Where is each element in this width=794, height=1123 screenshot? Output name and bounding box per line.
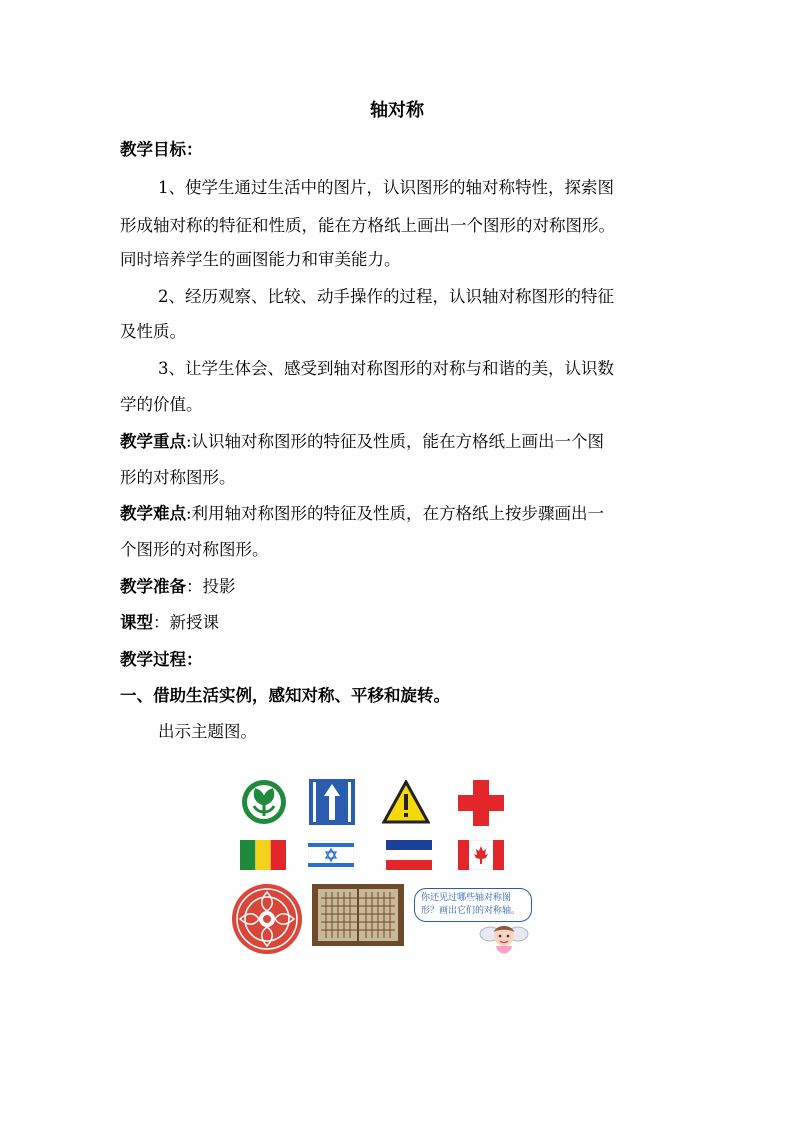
section-1-heading: 一、借助生活实例，感知对称、平移和旋转。 bbox=[120, 686, 450, 705]
key-points-line-1 bbox=[120, 430, 680, 454]
difficulty-label: 教学难点 bbox=[120, 504, 186, 523]
cartoon-angel-icon bbox=[478, 920, 530, 958]
objective-3-line-1: 3、让学生体会、感受到轴对称图形的对称与和谐的美，认识数 bbox=[158, 359, 614, 378]
objective-3-line-2: 学的价值。 bbox=[120, 395, 203, 414]
section-1-text: 出示主题图。 bbox=[158, 722, 257, 741]
key-points-line-2: 形的对称图形。 bbox=[120, 468, 236, 487]
wooden-window-icon bbox=[312, 884, 404, 946]
israel-flag-icon bbox=[308, 840, 354, 870]
warning-triangle-icon bbox=[382, 780, 430, 824]
prep-label: 教学准备 bbox=[120, 577, 186, 596]
objective-1-line-2: 形成轴对称的特征和性质，能在方格纸上画出一个图形的对称图形。 bbox=[120, 216, 615, 235]
objective-2-line-2: 及性质。 bbox=[120, 322, 186, 341]
page-title: 轴对称 bbox=[370, 100, 424, 121]
mali-flag-icon bbox=[240, 840, 286, 870]
difficulty-line-1 bbox=[120, 502, 680, 526]
paper-cut-pattern-icon bbox=[230, 882, 304, 956]
process-heading: 教学过程： bbox=[120, 650, 203, 669]
type-line bbox=[120, 611, 680, 635]
green-food-logo-icon bbox=[240, 778, 288, 826]
key-points-text: :认识轴对称图形的特征及性质，能在方格纸上画出一个图 bbox=[186, 432, 605, 451]
speech-bubble bbox=[414, 888, 532, 922]
key-points-label: 教学重点 bbox=[120, 432, 186, 451]
one-way-road-sign-icon bbox=[308, 778, 356, 826]
type-text: ：新授课 bbox=[153, 613, 219, 632]
difficulty-line-2: 个图形的对称图形。 bbox=[120, 540, 269, 559]
bubble-line-2: 形？画出它们的对称轴。 bbox=[421, 906, 521, 916]
bubble-line-1: 你还见过哪些轴对称图 bbox=[421, 893, 512, 903]
objective-1-line-1: 1、使学生通过生活中的图片，认识图形的轴对称特性，探索图 bbox=[158, 178, 614, 197]
red-cross-icon bbox=[458, 780, 504, 826]
tricolor-flag-icon bbox=[386, 840, 432, 870]
objective-1-line-3: 同时培养学生的画图能力和审美能力。 bbox=[120, 250, 401, 269]
difficulty-text: :利用轴对称图形的特征及性质，在方格纸上按步骤画出一 bbox=[186, 504, 605, 523]
prep-text: ：投影 bbox=[186, 577, 236, 596]
objectives-heading: 教学目标： bbox=[120, 140, 203, 159]
prep-line bbox=[120, 575, 680, 599]
type-label: 课型 bbox=[120, 613, 153, 632]
objective-2-line-1: 2、经历观察、比较、动手操作的过程，认识轴对称图形的特征 bbox=[158, 287, 614, 306]
canada-flag-icon bbox=[458, 840, 504, 870]
